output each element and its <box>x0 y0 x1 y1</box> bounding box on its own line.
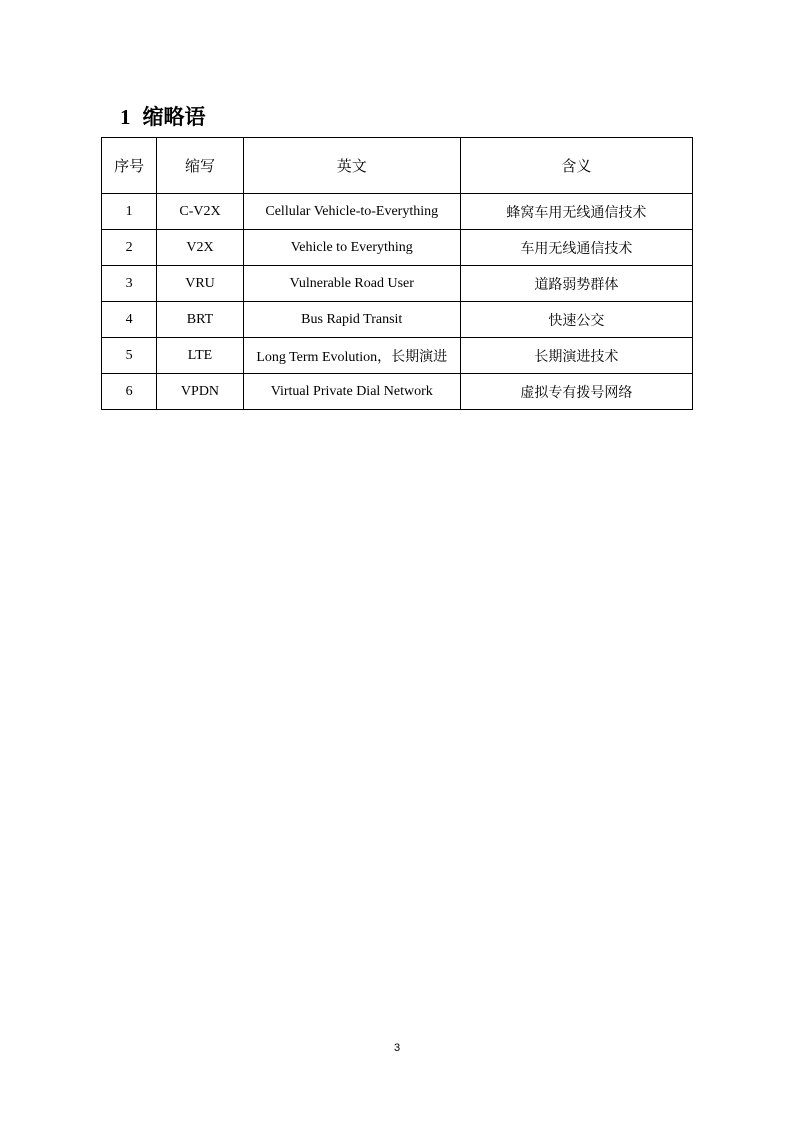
cell-meaning: 车用无线通信技术 <box>460 230 692 266</box>
header-seq: 序号 <box>102 138 157 194</box>
section-title: 缩略语 <box>142 105 206 129</box>
cell-abbr: VPDN <box>157 374 243 410</box>
page-number: 3 <box>393 1042 401 1054</box>
cell-meaning: 长期演进技术 <box>460 338 692 374</box>
cell-meaning: 虚拟专有拨号网络 <box>460 374 692 410</box>
table-row <box>102 266 693 302</box>
cell-seq: 2 <box>102 230 157 266</box>
section-heading <box>120 102 206 132</box>
cell-meaning: 道路弱势群体 <box>460 266 692 302</box>
cell-seq: 3 <box>102 266 157 302</box>
abbreviations-table <box>101 137 693 410</box>
cell-seq: 1 <box>102 194 157 230</box>
cell-seq: 5 <box>102 338 157 374</box>
header-english: 英文 <box>243 138 460 194</box>
cell-abbr: V2X <box>157 230 243 266</box>
table-row <box>102 194 693 230</box>
cell-english: Vulnerable Road User <box>243 266 460 302</box>
cell-abbr: VRU <box>157 266 243 302</box>
table-row <box>102 230 693 266</box>
cell-abbr: LTE <box>157 338 243 374</box>
cell-seq: 6 <box>102 374 157 410</box>
header-abbr: 缩写 <box>157 138 243 194</box>
cell-english: Long Term Evolution，长期演进 <box>243 338 460 374</box>
header-meaning: 含义 <box>460 138 692 194</box>
cell-english: Vehicle to Everything <box>243 230 460 266</box>
cell-english: Virtual Private Dial Network <box>243 374 460 410</box>
table-row <box>102 374 693 410</box>
cell-abbr: BRT <box>157 302 243 338</box>
section-number: 1 <box>120 105 131 129</box>
cell-meaning: 快速公交 <box>460 302 692 338</box>
cell-seq: 4 <box>102 302 157 338</box>
table-row <box>102 338 693 374</box>
table-header-row <box>102 138 693 194</box>
cell-english: Bus Rapid Transit <box>243 302 460 338</box>
cell-meaning: 蜂窝车用无线通信技术 <box>460 194 692 230</box>
cell-english: Cellular Vehicle-to-Everything <box>243 194 460 230</box>
table-row <box>102 302 693 338</box>
cell-abbr: C-V2X <box>157 194 243 230</box>
